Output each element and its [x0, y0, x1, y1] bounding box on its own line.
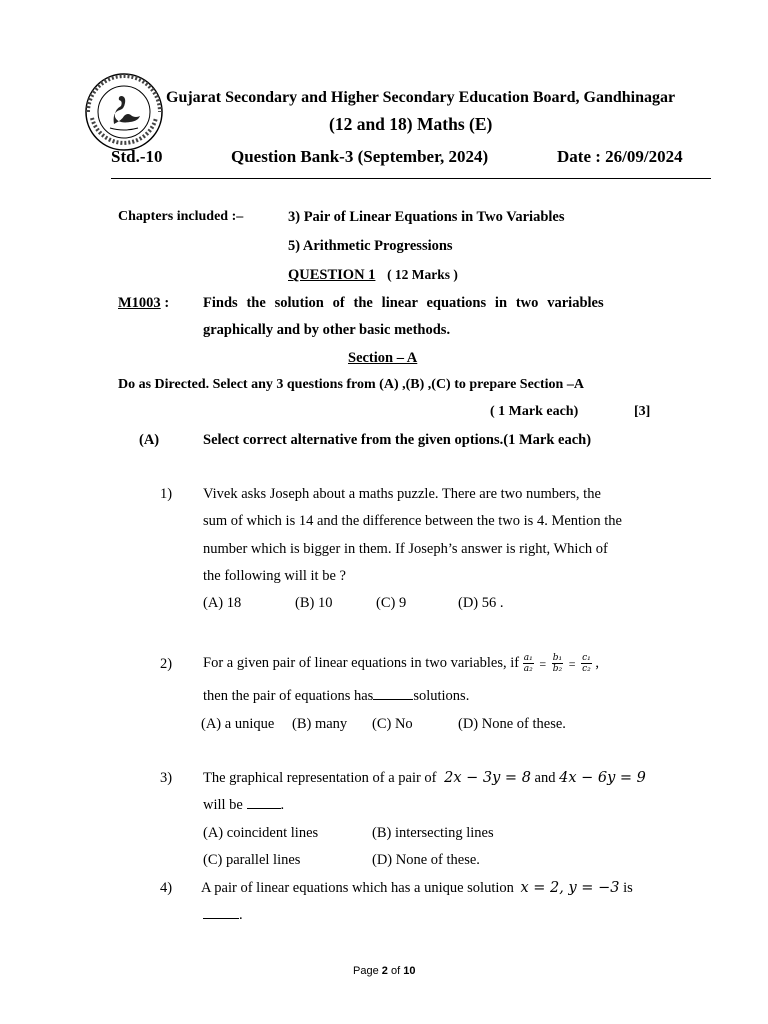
question-title: QUESTION 1	[288, 267, 376, 283]
q1-option-d: (D) 56 .	[458, 595, 504, 611]
chapter-item: 5) Arithmetic Progressions	[288, 238, 453, 254]
q4-line2: .	[203, 907, 243, 924]
equation-1: 2x − 3y = 8	[444, 770, 531, 786]
part-a-label: (A)	[139, 432, 160, 448]
solution-values: x = 2, y = −3	[520, 880, 620, 896]
part-a-instruction: Select correct alternative from the given options.(1 Mark each)	[203, 432, 592, 448]
fraction-b: $\frac{\text{b₁}}{\text{b₂}}$	[552, 653, 563, 675]
q2-line1: For a given pair of linear equations in two variables, if $\frac{\text{a₁}}{\text{a₂}}$ = $\frac{\text{b₁}}{\text{b₂}}$ = $\frac{\text{c₁}}{\text{c₂}}$ ,	[203, 653, 600, 675]
section-instruction: Do as Directed. Select any 3 questions from (A) ,(B) ,(C) to prepare Section –A	[118, 377, 584, 392]
question-marks: ( 12 Marks )	[387, 267, 458, 282]
m-code-colon: :	[164, 295, 170, 311]
equation-2: 4x − 6y = 9	[559, 770, 646, 786]
std-label: Std.-10	[111, 147, 163, 166]
q4-number: 4)	[160, 880, 173, 896]
chapters-label: Chapters included :–	[118, 209, 244, 224]
q1-line: number which is bigger in them. If Joseph’s answer is right, Which of	[203, 541, 608, 557]
q3-option-c: (C) parallel lines	[203, 852, 301, 868]
q4-line1: A pair of linear equations which has a unique solution x = 2, y = −3 is	[201, 880, 633, 896]
page-number: Page 2 of 10	[353, 965, 416, 977]
q2-option-d: (D) None of these.	[458, 716, 566, 732]
q2-option-c: (C) No	[372, 716, 413, 732]
board-logo	[84, 72, 164, 152]
q1-line: the following will it be ?	[203, 568, 346, 584]
answer-blank	[373, 699, 413, 700]
q3-line1: The graphical representation of a pair of 2x − 3y = 8 and 4x − 6y = 9	[203, 770, 646, 786]
section-title: Section – A	[348, 350, 418, 366]
q2-number: 2)	[160, 656, 173, 672]
m-code-desc-line1: Finds the solution of the linear equations in two variables	[203, 295, 604, 311]
section-total: [3]	[634, 404, 651, 419]
m-code: M1003	[118, 295, 161, 311]
q3-number: 3)	[160, 770, 173, 786]
q3-option-a: (A) coincident lines	[203, 825, 319, 841]
q3-line2: will be .	[203, 797, 285, 813]
q1-option-a: (A) 18	[203, 595, 242, 611]
fraction-c: $\frac{\text{c₁}}{\text{c₂}}$	[582, 653, 591, 675]
answer-blank	[247, 808, 281, 809]
fraction-a: $\frac{\text{a₁}}{\text{a₂}}$	[523, 653, 533, 675]
question-bank-label: Question Bank-3 (September, 2024)	[231, 147, 489, 166]
swan-emblem-icon	[114, 96, 140, 124]
q2-text: For a given pair of linear equations in two variables, if	[203, 655, 520, 671]
q1-option-b: (B) 10	[295, 595, 333, 611]
q2-option-a: (A) a unique	[201, 716, 275, 732]
q3-option-d: (D) None of these.	[372, 852, 480, 868]
marks-each: ( 1 Mark each)	[490, 404, 579, 419]
m-code-desc-line2: graphically and by other basic methods.	[203, 322, 451, 338]
date-label: Date : 26/09/2024	[557, 147, 683, 166]
q1-number: 1)	[160, 486, 173, 502]
q1-line: Vivek asks Joseph about a maths puzzle. There are two numbers, the	[203, 486, 601, 502]
q2-option-b: (B) many	[292, 716, 348, 732]
q1-line: sum of which is 14 and the difference between the two is 4. Mention the	[203, 513, 622, 529]
answer-blank	[203, 918, 239, 919]
q1-option-c: (C) 9	[376, 595, 407, 611]
q2-line2: then the pair of equations has solutions.	[203, 688, 470, 704]
header-divider	[111, 178, 711, 179]
board-name: Gujarat Secondary and Higher Secondary Education Board, Gandhinagar	[166, 89, 676, 106]
subject-title: (12 and 18) Maths (E)	[329, 114, 493, 134]
chapter-item: 3) Pair of Linear Equations in Two Variables	[288, 209, 565, 225]
q3-option-b: (B) intersecting lines	[372, 825, 494, 841]
